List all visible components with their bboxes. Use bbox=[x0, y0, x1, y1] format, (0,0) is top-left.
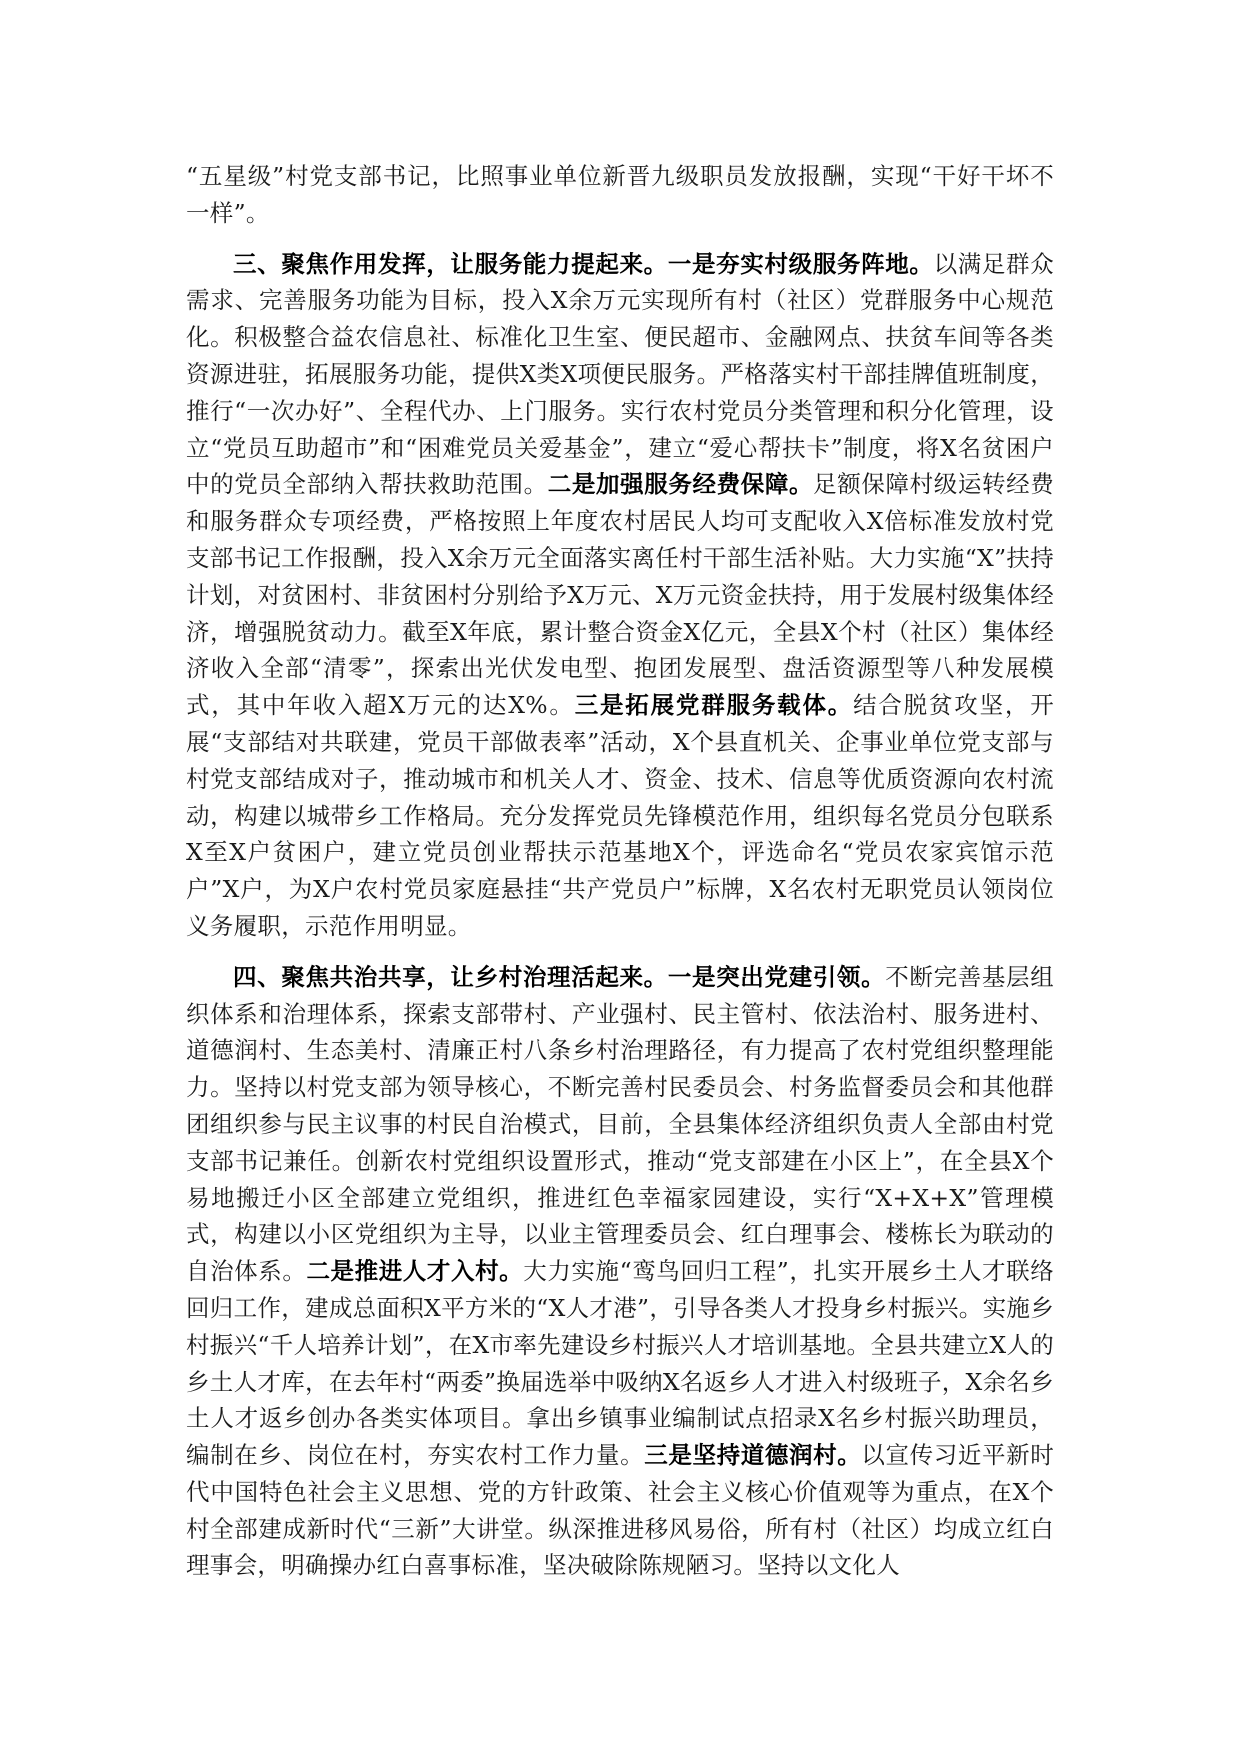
subheading: 三是拓展党群服务载体。 bbox=[574, 691, 854, 720]
section-heading: 四、聚焦共治共享，让乡村治理活起来。一是突出党建引领。 bbox=[233, 962, 886, 991]
paragraph-continuation bbox=[186, 158, 1054, 232]
text-run: 结合脱贫攻坚，开展“支部结对共联建，党员干部做表率”活动，X个县直机关、企事业单位党支部与村党支部结成对子，推动城市和机关人才、资金、技术、信息等优质资源向农村流动，构建以城带乡工作格局。充分发挥党员先锋模范作用，组织每名党员分包联系X至X户贫困户，建立党员创业帮扶示范基地X个，评选命名“党员农家宾馆示范户”X户，为X户农村党员家庭悬挂“共产党员户”标牌，X名农村无职党员认领岗位义务履职，示范作用明显。 bbox=[186, 691, 1055, 940]
subheading: 二是推进人才入村。 bbox=[306, 1257, 524, 1286]
paragraph-section-three bbox=[186, 246, 1054, 945]
section-heading: 三、聚焦作用发挥，让服务能力提起来。一是夯实村级服务阵地。 bbox=[233, 249, 934, 278]
text-run: 以满足群众需求、完善服务功能为目标，投入X余万元实现所有村（社区）党群服务中心规范化。积极整合益农信息社、标准化卫生室、便民超市、金融网点、扶贫车间等各类资源进驻，拓展服务功能，提供X类X项便民服务。严格落实村干部挂牌值班制度，推行“一次办好”、全程代办、上门服务。实行农村党员分类管理和积分化管理，设立“党员互助超市”和“困难党员关爱基金”，建立“爱心帮扶卡”制度，将X名贫困户中的党员全部纳入帮扶救助范围。 bbox=[186, 249, 1055, 499]
text-run: 以宣传习近平新时代中国特色社会主义思想、党的方针政策、社会主义核心价值观等为重点，在X个村全部建成新时代“三新”大讲堂。纵深推进移风易俗，所有村（社区）均成立红白理事会，明确操办红白喜事标准，坚决破除陈规陋习。坚持以文化人 bbox=[186, 1441, 1054, 1580]
subheading: 二是加强服务经费保障。 bbox=[547, 470, 814, 499]
text-run: 大力实施“鸾鸟回归工程”，扎实开展乡土人才联络回归工作，建成总面积X平方米的“X人才港”，引导各类人才投身乡村振兴。实施乡村振兴“千人培养计划”，在X市率先建设乡村振兴人才培训基地。全县共建立X人的乡土人才库，在去年村“两委”换届选举中吸纳X名返乡人才进入村级班子，X余名乡土人才返乡创办各类实体项目。拿出乡镇事业编制试点招录X名乡村振兴助理员，编制在乡、岗位在村，夯实农村工作力量。 bbox=[186, 1257, 1055, 1470]
text-run: 不断完善基层组织体系和治理体系，探索支部带村、产业强村、民主管村、依法治村、服务进村、道德润村、生态美村、清廉正村八条乡村治理路径，有力提高了农村党组织整理能力。坚持以村党支部为领导核心，不断完善村民委员会、村务监督委员会和其他群团组织参与民主议事的村民自治模式，目前，全县集体经济组织负责人全部由村党支部书记兼任。创新农村党组织设置形式，推动“党支部建在小区上”，在全县X个易地搬迁小区全部建立党组织，推进红色幸福家园建设，实行“X+X+X”管理模式，构建以小区党组织为主导，以业主管理委员会、红白理事会、楼栋长为联动的自治体系。 bbox=[186, 962, 1054, 1286]
text-run: 足额保障村级运转经费和服务群众专项经费，严格按照上年度农村居民人均可支配收入X倍标准发放村党支部书记工作报酬，投入X余万元全面落实离任村干部生活补贴。大力实施“X”扶持计划，对贫困村、非贫困村分别给予X万元、X万元资金扶持，用于发展村级集体经济，增强脱贫动力。截至X年底，累计整合资金X亿元，全县X个村（社区）集体经济收入全部“清零”，探索出光伏发电型、抱团发展型、盘活资源型等八种发展模式，其中年收入超X万元的达X%。 bbox=[186, 470, 1055, 720]
text-run: “五星级”村党支部书记，比照事业单位新晋九级职员发放报酬，实现“干好干坏不一样”。 bbox=[186, 162, 1054, 227]
paragraph-section-four bbox=[186, 959, 1054, 1585]
document-body bbox=[186, 158, 1054, 1584]
subheading: 三是坚持道德润村。 bbox=[644, 1441, 862, 1470]
